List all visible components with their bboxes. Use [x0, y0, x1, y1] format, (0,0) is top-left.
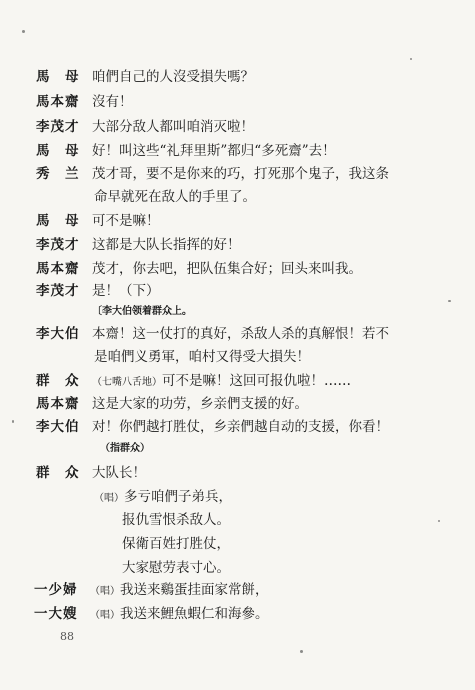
speaker-name: 馬 母 — [36, 213, 80, 229]
song-text: 我送来鯉魚蝦仁和海參。 — [120, 606, 269, 622]
song-line — [94, 488, 232, 508]
speaker-name: 馬本齋 — [36, 261, 80, 277]
song-line: 大家慰劳表寸心。 — [122, 560, 230, 576]
dialogue-text: 茂才哥，要不是你来的巧，打死那个鬼子，我这条 — [92, 166, 389, 182]
dialogue-text: 大队长！ — [92, 465, 146, 481]
dialogue-line — [36, 212, 455, 230]
speaker-name: 李大伯 — [36, 419, 80, 435]
dialogue-text: 咱們自己的人沒受損失嗎？ — [92, 69, 254, 85]
dialogue-continuation: 命早就死在敌人的手里了。 — [94, 189, 256, 205]
dialogue-text: 本齋！这一仗打的真好，杀敌人杀的真解恨！若不 — [92, 326, 389, 342]
dialogue-line — [36, 372, 455, 392]
song-line: 报仇雪恨杀敌人。 — [122, 512, 230, 528]
dialogue-continuation: 是咱們义勇軍，咱村又得受大損失！ — [94, 349, 310, 365]
dialogue-line — [36, 282, 455, 300]
acting-direction: （七嘴八舌地） — [92, 377, 162, 388]
speaker-name: 李茂才 — [36, 119, 80, 135]
dialogue-text: 大部分敌人都叫咱消灭啦！ — [92, 119, 254, 135]
dialogue-line — [36, 260, 455, 278]
page-number: 88 — [60, 630, 74, 643]
speaker-name: 馬 母 — [36, 69, 80, 85]
scan-speck — [410, 58, 412, 60]
speaker-name: 一大嫂 — [34, 606, 78, 622]
dialogue-line — [36, 165, 455, 183]
dialogue-line — [36, 142, 455, 160]
speaker-name: 馬本齋 — [36, 396, 80, 412]
stage-direction: （指群众） — [100, 443, 150, 454]
dialogue-text: 是！（下） — [92, 283, 160, 299]
speaker-name: 李茂才 — [36, 237, 80, 253]
acting-direction: （唱） — [94, 493, 124, 504]
speaker-name: 李大伯 — [36, 326, 80, 342]
dialogue-line — [36, 418, 455, 436]
dialogue-text: 这都是大队长指挥的好！ — [92, 237, 241, 253]
speaker-name: 一少婦 — [34, 582, 78, 598]
scan-speck — [12, 420, 14, 423]
song-text: 多亏咱們子弟兵， — [124, 489, 232, 505]
dialogue-line — [36, 118, 455, 136]
song-line: 保衛百姓打胜仗， — [122, 536, 230, 552]
song-text: 我送来鷄蛋挂面家常餅， — [120, 582, 269, 598]
dialogue-line — [36, 93, 455, 111]
dialogue-text: 可不是嘛！这回可报仇啦！…… — [162, 373, 351, 389]
scan-speck — [438, 520, 440, 522]
dialogue-line — [36, 325, 455, 343]
dialogue-line — [36, 68, 455, 86]
dialogue-line — [34, 605, 455, 625]
dialogue-line — [36, 236, 455, 254]
dialogue-text: 好！叫这些“礼拜里斯”都归“多死齋”去！ — [92, 143, 336, 159]
speaker-name: 群 众 — [36, 465, 80, 481]
dialogue-text: 茂才，你去吧，把队伍集合好；回头来叫我。 — [92, 261, 362, 277]
speaker-name: 馬 母 — [36, 143, 80, 159]
dialogue-text: 沒有！ — [92, 94, 133, 110]
acting-direction: （唱） — [90, 586, 120, 597]
scan-speck — [22, 30, 25, 33]
dialogue-line — [36, 395, 455, 413]
dialogue-line — [36, 464, 455, 482]
stage-direction: 〔李大伯领着群众上。 — [92, 306, 192, 317]
scan-speck — [448, 300, 451, 302]
dialogue-text: 对！你們越打胜仗，乡亲們越自动的支援，你看！ — [92, 419, 389, 435]
speaker-name: 李茂才 — [36, 283, 80, 299]
speaker-name: 群 众 — [36, 373, 80, 389]
dialogue-line — [34, 581, 455, 601]
speaker-name: 秀 兰 — [36, 166, 80, 182]
scan-speck — [300, 650, 303, 653]
dialogue-text: 这是大家的功劳，乡亲們支援的好。 — [92, 396, 308, 412]
dialogue-text: 可不是嘛！ — [92, 213, 160, 229]
acting-direction: （唱） — [90, 610, 120, 621]
speaker-name: 馬本齋 — [36, 94, 80, 110]
